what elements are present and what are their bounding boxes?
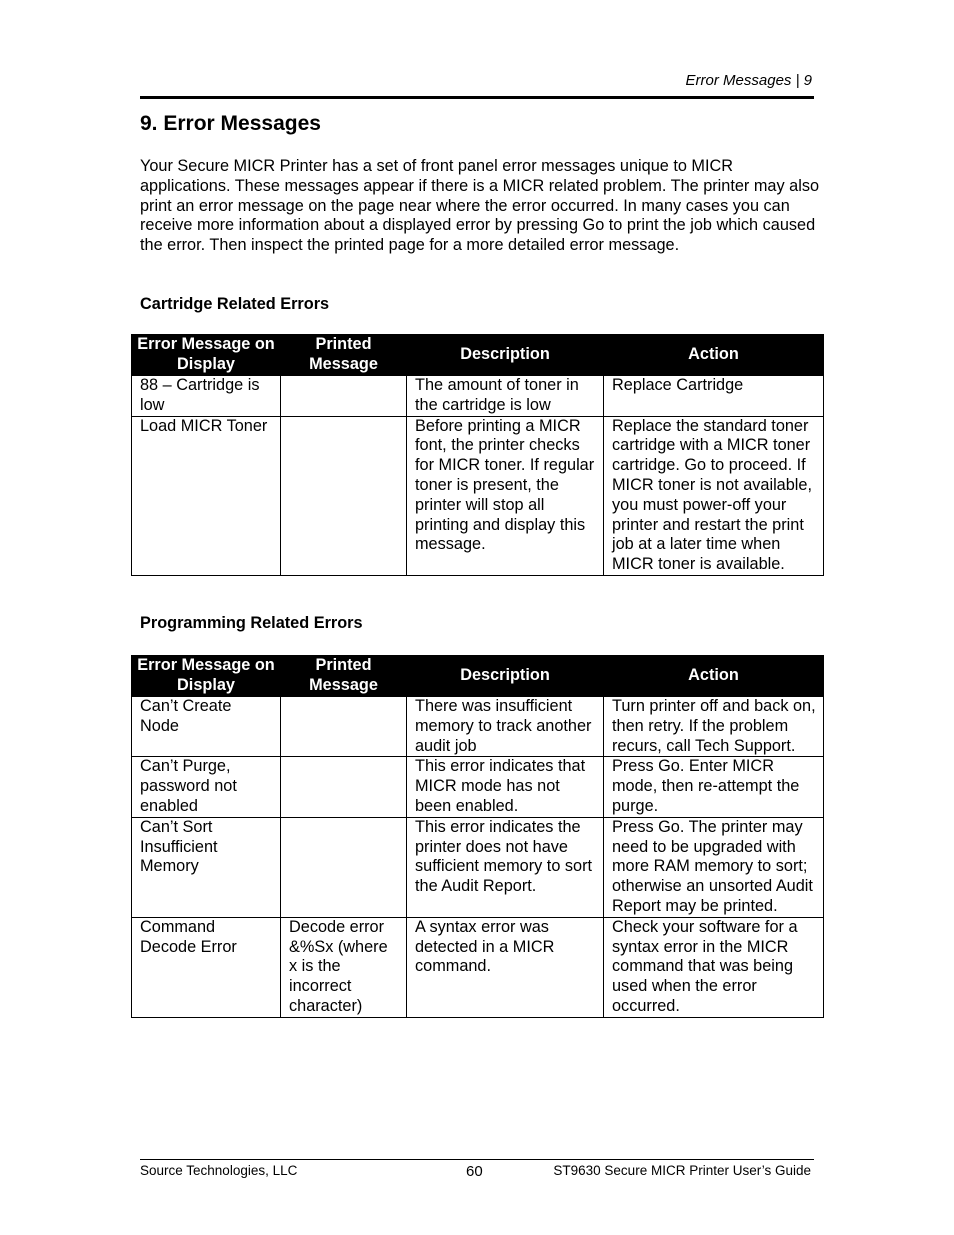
printed-message-cell [281, 757, 407, 817]
column-header-action: Action [604, 656, 824, 697]
error-display-cell: Command Decode Error [132, 917, 281, 1017]
table-row [132, 817, 824, 917]
table-row [132, 917, 824, 1017]
error-display-cell: Can’t Sort Insufficient Memory [132, 817, 281, 917]
footer-guide-title: ST9630 Secure MICR Printer User’s Guide [553, 1163, 811, 1178]
printed-message-cell [281, 416, 407, 575]
description-cell: This error indicates that MICR mode has not been enabled. [407, 757, 604, 817]
running-header: Error Messages | 9 [685, 72, 812, 89]
table-row [132, 697, 824, 757]
footer-rule [140, 1159, 814, 1160]
error-display-cell: Can’t Purge, password not enabled [132, 757, 281, 817]
error-display-cell: Load MICR Toner [132, 416, 281, 575]
table-row [132, 376, 824, 417]
footer-company: Source Technologies, LLC [140, 1163, 298, 1178]
page-number: 60 [466, 1163, 483, 1180]
printed-message-cell [281, 376, 407, 417]
table-row [132, 757, 824, 817]
action-cell: Press Go. Enter MICR mode, then re-attempt the purge. [604, 757, 824, 817]
action-cell: Check your software for a syntax error in the MICR command that was being used when the error occurred. [604, 917, 824, 1017]
column-header-display: Error Message on Display [132, 335, 281, 376]
description-cell: Before printing a MICR font, the printer checks for MICR toner. If regular toner is present, the printer will stop all printing and display this message. [407, 416, 604, 575]
action-cell: Turn printer off and back on, then retry. If the problem recurs, call Tech Support. [604, 697, 824, 757]
error-display-cell: 88 – Cartridge is low [132, 376, 281, 417]
printed-message-cell: Decode error &%Sx (where x is the incorrect character) [281, 917, 407, 1017]
programming-errors-table [131, 655, 824, 1018]
column-header-description: Description [407, 335, 604, 376]
programming-errors-heading: Programming Related Errors [140, 614, 363, 632]
table-header-row [132, 335, 824, 376]
description-cell: There was insufficient memory to track another audit job [407, 697, 604, 757]
description-cell: This error indicates the printer does not have sufficient memory to sort the Audit Report. [407, 817, 604, 917]
intro-paragraph: Your Secure MICR Printer has a set of front panel error messages unique to MICR applications. These messages appear if there is a MICR related problem. The printer may also print an error message on the page near where the error occurred. In many cases you can receive more information about a displayed error by pressing Go to print the job which caused the error. Then inspect the printed page for a more detailed error message. [140, 157, 820, 255]
column-header-printed: Printed Message [281, 656, 407, 697]
cartridge-errors-heading: Cartridge Related Errors [140, 295, 330, 313]
column-header-display: Error Message on Display [132, 656, 281, 697]
chapter-title: 9. Error Messages [140, 112, 321, 135]
column-header-description: Description [407, 656, 604, 697]
description-cell: A syntax error was detected in a MICR command. [407, 917, 604, 1017]
column-header-action: Action [604, 335, 824, 376]
cartridge-errors-table [131, 334, 824, 576]
header-rule [140, 96, 814, 99]
action-cell: Press Go. The printer may need to be upgraded with more RAM memory to sort; otherwise an unsorted Audit Report may be printed. [604, 817, 824, 917]
error-display-cell: Can’t Create Node [132, 697, 281, 757]
action-cell: Replace the standard toner cartridge with a MICR toner cartridge. Go to proceed. If MICR toner is not available, you must power-off your printer and restart the print job at a later time when MICR toner is available. [604, 416, 824, 575]
action-cell: Replace Cartridge [604, 376, 824, 417]
table-row [132, 416, 824, 575]
printed-message-cell [281, 817, 407, 917]
printed-message-cell [281, 697, 407, 757]
column-header-printed: Printed Message [281, 335, 407, 376]
table-header-row [132, 656, 824, 697]
description-cell: The amount of toner in the cartridge is low [407, 376, 604, 417]
